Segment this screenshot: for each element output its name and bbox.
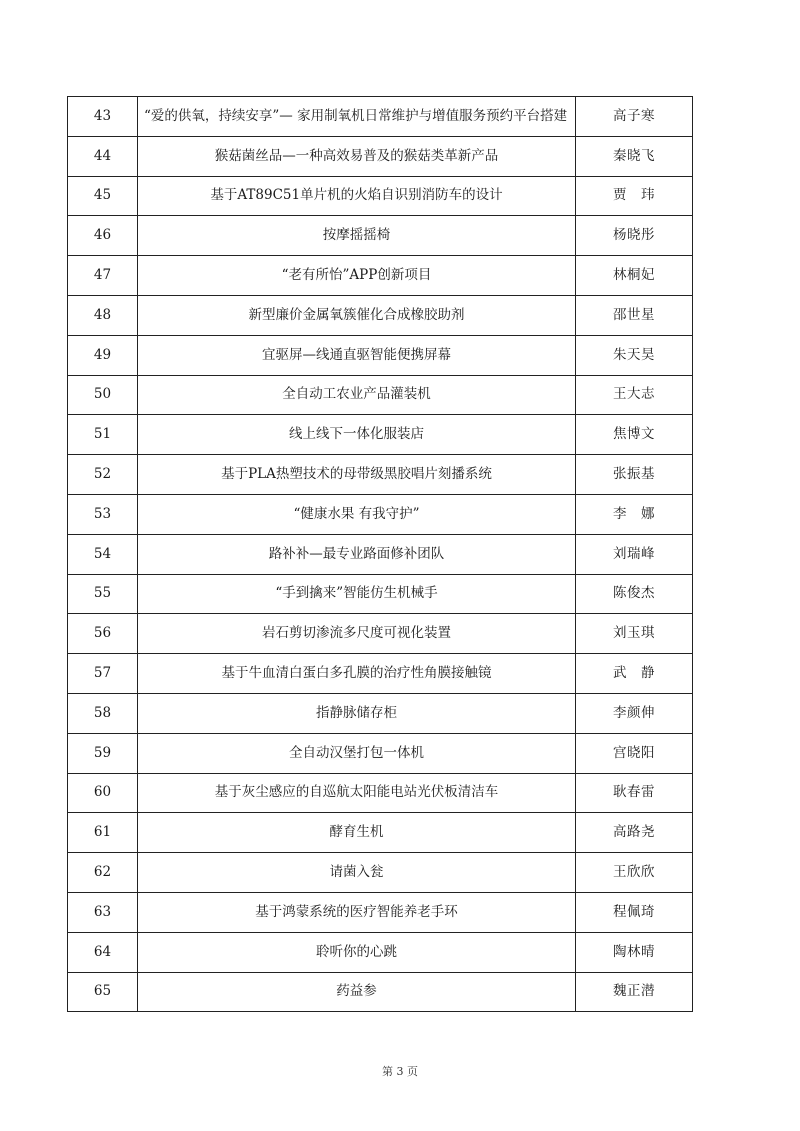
leader-name: 陶林晴 bbox=[576, 932, 693, 972]
row-number: 65 bbox=[68, 972, 138, 1012]
row-number: 59 bbox=[68, 733, 138, 773]
row-number: 60 bbox=[68, 773, 138, 813]
leader-name: 刘瑞峰 bbox=[576, 534, 693, 574]
row-number: 58 bbox=[68, 693, 138, 733]
row-number: 43 bbox=[68, 97, 138, 137]
table-row bbox=[68, 375, 693, 415]
row-number: 52 bbox=[68, 455, 138, 495]
leader-name: 程佩琦 bbox=[576, 892, 693, 932]
table-row bbox=[68, 335, 693, 375]
row-number: 44 bbox=[68, 136, 138, 176]
project-title: 线上线下一体化服装店 bbox=[138, 415, 576, 455]
row-number: 57 bbox=[68, 654, 138, 694]
leader-name: 宫晓阳 bbox=[576, 733, 693, 773]
project-title: 基于鸿蒙系统的医疗智能养老手环 bbox=[138, 892, 576, 932]
row-number: 45 bbox=[68, 176, 138, 216]
project-title: 按摩摇摇椅 bbox=[138, 216, 576, 256]
row-number: 50 bbox=[68, 375, 138, 415]
table-row bbox=[68, 773, 693, 813]
project-title: 基于AT89C51单片机的火焰自识别消防车的设计 bbox=[138, 176, 576, 216]
leader-name: 邵世星 bbox=[576, 295, 693, 335]
row-number: 64 bbox=[68, 932, 138, 972]
leader-name: 高路尧 bbox=[576, 813, 693, 853]
project-title: 猴菇菌丝品—一种高效易普及的猴菇类革新产品 bbox=[138, 136, 576, 176]
leader-name: 焦博文 bbox=[576, 415, 693, 455]
table-row bbox=[68, 892, 693, 932]
project-title: “爱的供氧，持续安享”— 家用制氧机日常维护与增值服务预约平台搭建 bbox=[138, 97, 576, 137]
table-row bbox=[68, 534, 693, 574]
row-number: 47 bbox=[68, 256, 138, 296]
project-title: 酵育生机 bbox=[138, 813, 576, 853]
table-row bbox=[68, 176, 693, 216]
table-row bbox=[68, 853, 693, 893]
leader-name: 高子寒 bbox=[576, 97, 693, 137]
leader-name: 武 静 bbox=[576, 654, 693, 694]
leader-name: 林桐妃 bbox=[576, 256, 693, 296]
table-row bbox=[68, 455, 693, 495]
row-number: 61 bbox=[68, 813, 138, 853]
table-row bbox=[68, 972, 693, 1012]
table-row bbox=[68, 733, 693, 773]
leader-name: 张振基 bbox=[576, 455, 693, 495]
table-row bbox=[68, 97, 693, 137]
table-row bbox=[68, 693, 693, 733]
row-number: 49 bbox=[68, 335, 138, 375]
project-title: “健康水果 有我守护” bbox=[138, 494, 576, 534]
table-row bbox=[68, 415, 693, 455]
row-number: 54 bbox=[68, 534, 138, 574]
leader-name: 耿春雷 bbox=[576, 773, 693, 813]
leader-name: 李颜伸 bbox=[576, 693, 693, 733]
leader-name: 秦晓飞 bbox=[576, 136, 693, 176]
row-number: 55 bbox=[68, 574, 138, 614]
row-number: 62 bbox=[68, 853, 138, 893]
table-row bbox=[68, 614, 693, 654]
project-title: 岩石剪切渗流多尺度可视化装置 bbox=[138, 614, 576, 654]
table-row bbox=[68, 932, 693, 972]
project-title: “老有所怡”APP创新项目 bbox=[138, 256, 576, 296]
project-title: 指静脉储存柜 bbox=[138, 693, 576, 733]
table-row bbox=[68, 813, 693, 853]
table-row bbox=[68, 136, 693, 176]
table-row bbox=[68, 295, 693, 335]
table-row bbox=[68, 654, 693, 694]
row-number: 51 bbox=[68, 415, 138, 455]
leader-name: 王大志 bbox=[576, 375, 693, 415]
project-title: 全自动汉堡打包一体机 bbox=[138, 733, 576, 773]
project-table-body bbox=[68, 97, 693, 1012]
project-table bbox=[67, 96, 693, 1012]
page-footer bbox=[0, 1063, 800, 1079]
project-title: 请菌入瓮 bbox=[138, 853, 576, 893]
project-title: 新型廉价金属氧簇催化合成橡胶助剂 bbox=[138, 295, 576, 335]
table-row bbox=[68, 574, 693, 614]
project-title: 宜驱屏—线通直驱智能便携屏幕 bbox=[138, 335, 576, 375]
leader-name: 魏正潜 bbox=[576, 972, 693, 1012]
row-number: 56 bbox=[68, 614, 138, 654]
table-row bbox=[68, 216, 693, 256]
row-number: 48 bbox=[68, 295, 138, 335]
row-number: 63 bbox=[68, 892, 138, 932]
leader-name: 朱天昊 bbox=[576, 335, 693, 375]
leader-name: 杨晓彤 bbox=[576, 216, 693, 256]
project-title: 药益参 bbox=[138, 972, 576, 1012]
project-title: 基于牛血清白蛋白多孔膜的治疗性角膜接触镜 bbox=[138, 654, 576, 694]
table-row bbox=[68, 256, 693, 296]
leader-name: 陈俊杰 bbox=[576, 574, 693, 614]
page-number: 第 3 页 bbox=[382, 1065, 418, 1078]
leader-name: 李 娜 bbox=[576, 494, 693, 534]
project-title: 全自动工农业产品灌装机 bbox=[138, 375, 576, 415]
project-title: 基于PLA热塑技术的母带级黑胶唱片刻播系统 bbox=[138, 455, 576, 495]
project-title: “手到擒来”智能仿生机械手 bbox=[138, 574, 576, 614]
leader-name: 刘玉琪 bbox=[576, 614, 693, 654]
project-title: 基于灰尘感应的自巡航太阳能电站光伏板清洁车 bbox=[138, 773, 576, 813]
leader-name: 王欣欣 bbox=[576, 853, 693, 893]
project-title: 路补补—最专业路面修补团队 bbox=[138, 534, 576, 574]
project-title: 聆听你的心跳 bbox=[138, 932, 576, 972]
table-row bbox=[68, 494, 693, 534]
row-number: 53 bbox=[68, 494, 138, 534]
leader-name: 贾 玮 bbox=[576, 176, 693, 216]
row-number: 46 bbox=[68, 216, 138, 256]
